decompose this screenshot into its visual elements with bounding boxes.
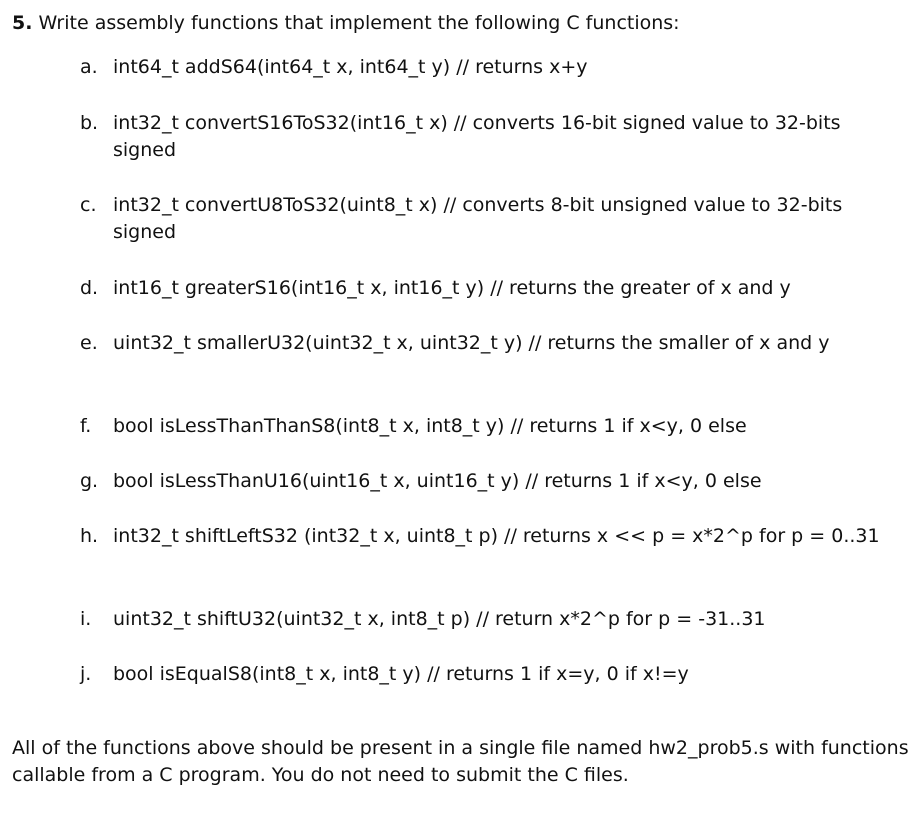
item-letter: i. xyxy=(80,608,92,630)
item-letter: c. xyxy=(80,194,97,216)
item-letter: e. xyxy=(80,332,98,354)
item-letter: f. xyxy=(80,415,92,437)
item-text: int64_t addS64(int64_t x, int64_t y) // returns x+y xyxy=(113,56,588,78)
footer-note: All of the functions above should be present in a single file named hw2_prob5.s with functions callable from a C program. You do not need to submit the C files. xyxy=(12,737,909,786)
list-item-h xyxy=(80,523,890,550)
item-text: int32_t convertU8ToS32(uint8_t x) // converts 8-bit unsigned value to 32-bits signed xyxy=(113,194,843,243)
problem-number: 5. xyxy=(12,12,33,34)
item-letter: h. xyxy=(80,525,99,547)
item-text: bool isLessThanThanS8(int8_t x, int8_t y) // returns 1 if x<y, 0 else xyxy=(113,415,747,437)
item-text: bool isLessThanU16(uint16_t x, uint16_t y) // returns 1 if x<y, 0 else xyxy=(113,470,762,492)
list-item-b xyxy=(80,110,890,164)
item-text: uint32_t shiftU32(uint32_t x, int8_t p) // return x*2^p for p = -31..31 xyxy=(113,608,766,630)
item-text: int32_t shiftLeftS32 (int32_t x, uint8_t p) // returns x << p = x*2^p for p = 0..31 xyxy=(113,525,880,547)
problem-header xyxy=(12,10,680,36)
item-letter: g. xyxy=(80,470,99,492)
list-item-c xyxy=(80,192,890,246)
item-text: uint32_t smallerU32(uint32_t x, uint32_t y) // returns the smaller of x and y xyxy=(113,332,830,354)
item-text: int32_t convertS16ToS32(int16_t x) // converts 16-bit signed value to 32-bits signed xyxy=(113,112,841,161)
item-letter: j. xyxy=(80,663,92,685)
list-item-j xyxy=(80,661,890,688)
problem-prompt: Write assembly functions that implement the following C functions: xyxy=(38,12,680,34)
list-item-i xyxy=(80,606,890,633)
list-item-f xyxy=(80,413,890,440)
item-letter: d. xyxy=(80,277,99,299)
list-item-d xyxy=(80,275,890,302)
item-letter: b. xyxy=(80,112,99,134)
item-text: int16_t greaterS16(int16_t x, int16_t y) // returns the greater of x and y xyxy=(113,277,791,299)
list-item-a xyxy=(80,54,890,81)
item-text: bool isEqualS8(int8_t x, int8_t y) // returns 1 if x=y, 0 if x!=y xyxy=(113,663,689,685)
list-item-e xyxy=(80,330,890,357)
item-letter: a. xyxy=(80,56,98,78)
list-item-g xyxy=(80,468,890,495)
